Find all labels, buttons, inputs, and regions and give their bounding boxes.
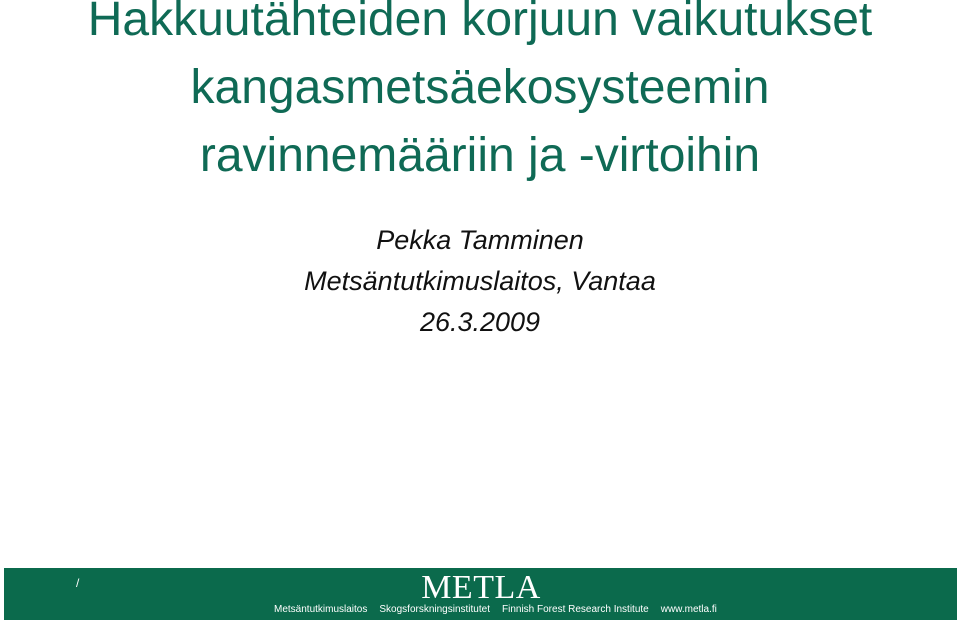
author-institution: Metsäntutkimuslaitos, Vantaa xyxy=(304,266,656,296)
footer-slash: / xyxy=(76,576,80,590)
title-line-2: kangasmetsäekosysteemin xyxy=(190,61,770,114)
presentation-date: 26.3.2009 xyxy=(419,307,541,337)
author-name: Pekka Tamminen xyxy=(376,225,584,255)
footer-link-sv: Skogsforskningsinstitutet xyxy=(379,604,490,615)
footer-bar xyxy=(4,568,957,620)
title-line-1: Hakkuutähteiden korjuun vaikutukset xyxy=(87,0,873,46)
metla-logo: METLA xyxy=(421,569,541,606)
slide-title xyxy=(0,0,960,190)
footer-link-web: www.metla.fi xyxy=(660,604,717,615)
footer-link-en: Finnish Forest Research Institute xyxy=(502,604,649,615)
title-line-3: ravinnemääriin ja -virtoihin xyxy=(199,129,761,182)
footer-link-fi: Metsäntutkimuslaitos xyxy=(274,604,368,615)
author-block xyxy=(0,220,960,343)
footer-links xyxy=(274,604,717,616)
